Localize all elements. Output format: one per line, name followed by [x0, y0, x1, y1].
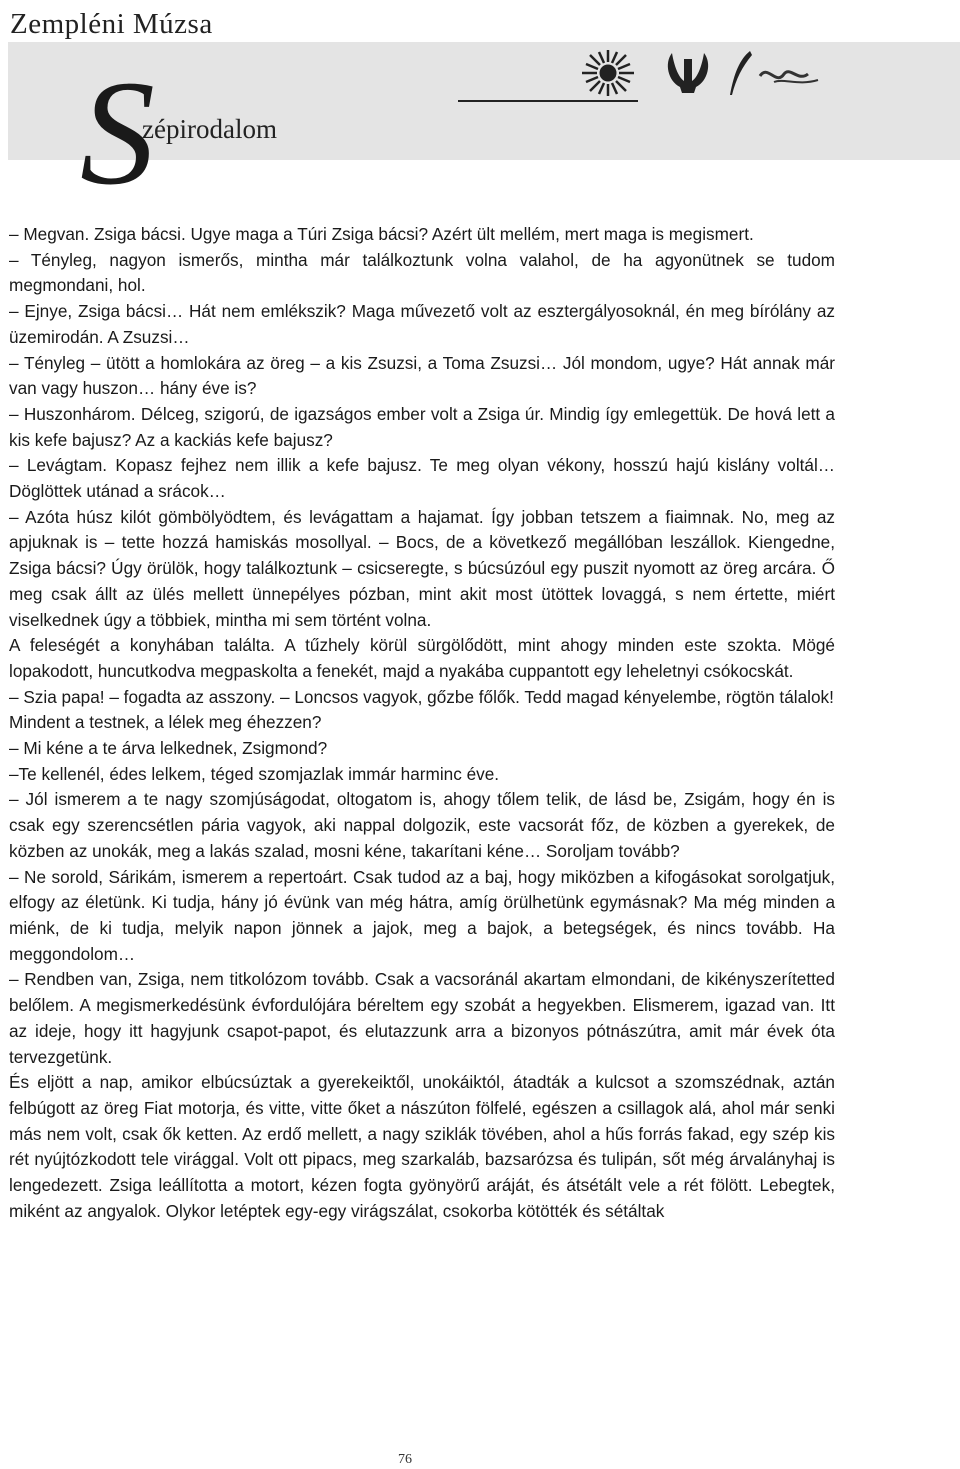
section-title: zépirodalom [142, 114, 277, 144]
paragraph: A feleségét a konyhában találta. A tűzhely körül sürgölődött, mint ahogy minden este szokta. Mögé lopakodott, huncutkodva megpaskolta a fenekét, majd a nyakába cuppantott egy leheletnyi csókocskát. [9, 635, 835, 681]
paragraph: – Huszonhárom. Délceg, szigorú, de igazságos ember volt a Zsiga úr. Mindig így emlegettük. De hová lett a kis kefe bajusz? Az a kackiás kefe bajusz? [9, 403, 835, 450]
quill-icon [730, 51, 752, 95]
flourish-icon [760, 72, 818, 83]
paragraph: – Azóta húsz kilót gömbölyödtem, és levágattam a hajamat. Így jobban tetszem a fiaimnak. No, meg az apjuknak is – tette hozzá hamiskás mosollyal. – Bocs, de a következő megállóban leszállok. Kiengedne, Zsiga bácsi? Úgy örülök, hogy találkoztunk – csicseregte, s búcsúzóul egy puszit nyomott az öreg arcára. Ő meg csak állt az ülés mellett ünnepélyes pózban, mint akit most ütöttek lovaggá, s nem értette, miért viselkednek úgy a többiek, mintha mi sem történt volna. [9, 506, 835, 630]
paragraph: – Tényleg – ütött a homlokára az öreg – a kis Zsuzsi, a Toma Zsuzsi… Jól mondom, ugye? Hát annak már van vagy huszon… hány éve is? [9, 352, 835, 399]
sun-icon [582, 50, 634, 96]
paragraph: –Te kellenél, édes lelkem, téged szomjazlak immár harminc éve. [9, 763, 500, 784]
header-rule [458, 100, 638, 102]
page-number: 76 [398, 1452, 412, 1467]
section-initial: S [80, 50, 155, 216]
paragraph: És eljött a nap, amikor elbúcsúztak a gyerekeiktől, unokáiktól, átadták a kulcsot a szomszédnak, aztán felbúgott az öreg Fiat motorja, és vitte, vitte őket a nászúton fölfelé, egészen a csillagok alá, ahol már senki más nem volt, csak ők ketten. Az erdő mellett, a nagy sziklák tövében, ahol a hűs forrás fakad, egy szép kis rét nyújtózkodott tele virággal. Volt ott pipacs, meg szarkaláb, bazsarózsa és tulipán, sőt még árvalányhaj is lengedezett. Zsiga leállította a motort, kézen fogta gyönyörű aráját, és átsétált vele a rét fölött. Lebegtek, miként az angyalok. Olykor letéptek egy-egy virágszálat, csokorba kötötték és sétáltak [9, 1072, 835, 1221]
paragraph: – Ne sorold, Sárikám, ismerem a repertoárt. Csak tudod az a baj, hogy miközben a kifogásokat sorolgatjuk, elfogy az életünk. Ki tudja, hány jó évünk van még hátra, amíg örülhetünk egymásnak? Ma még minden a miénk, de ki tudja, melyik napon jönnek a jajok, meg a bajok, a betegségek, és nincs tovább. Ha meggondolom… [9, 866, 835, 964]
paragraph: – Levágtam. Kopasz fejhez nem illik a kefe bajusz. Te meg olyan vékony, hosszú hajú kislány voltál… Döglöttek utánad a srácok… [9, 455, 835, 502]
paragraph: Mindent a testnek, a lélek meg éhezzen? [9, 712, 322, 733]
article-body [9, 222, 835, 1224]
paragraph: – Rendben van, Zsiga, nem titkolózom tovább. Csak a vacsoránál akartam elmondani, de kikényszerítetted belőlem. A megismerkedésünk évfordulójára béreltem egy szobát a hegyekben. Elismerem, igazad van. Itt az ideje, hogy itt hagyjunk csapot-papot, és elutazzunk arra a bizonyos pótnászútra, amit már évek óta tervezgetünk. [9, 969, 835, 1067]
lyre-icon [668, 53, 708, 93]
paragraph: – Mi kéne a te árva lelkednek, Zsigmond? [9, 738, 328, 759]
paragraph: – Jól ismerem a te nagy szomjúságodat, oltogatom is, ahogy tőlem telik, de lásd be, Zsigám, hogy én is csak egy szerencsétlen pária vagyok, aki nappal dolgozik, este vacsorát főz, de közben a gyerekek, de közben az unokák, meg a lakás szalad, mosni kéne, takarítani kéne… Soroljam tovább? [9, 789, 835, 861]
header-ornaments [578, 48, 828, 98]
paragraph: – Szia papa! – fogadta az asszony. – Loncsos vagyok, gőzbe főlők. Tedd magad kényelembe, rögtön tálalok! [9, 686, 834, 707]
paragraph: – Megvan. Zsiga bácsi. Ugye maga a Túri Zsiga bácsi? Azért ült mellém, mert maga is megismert. [9, 224, 754, 244]
journal-title: Zempléni Múzsa [10, 8, 213, 40]
paragraph: – Ejnye, Zsiga bácsi… Hát nem emlékszik? Maga művezető volt az esztergályosoknál, én meg bírólány az üzemirodán. A Zsuzsi… [9, 301, 835, 347]
paragraph: – Tényleg, nagyon ismerős, mintha már találkoztunk volna valahol, de ha agyonütnek se tudom megmondani, hol. [9, 249, 835, 296]
